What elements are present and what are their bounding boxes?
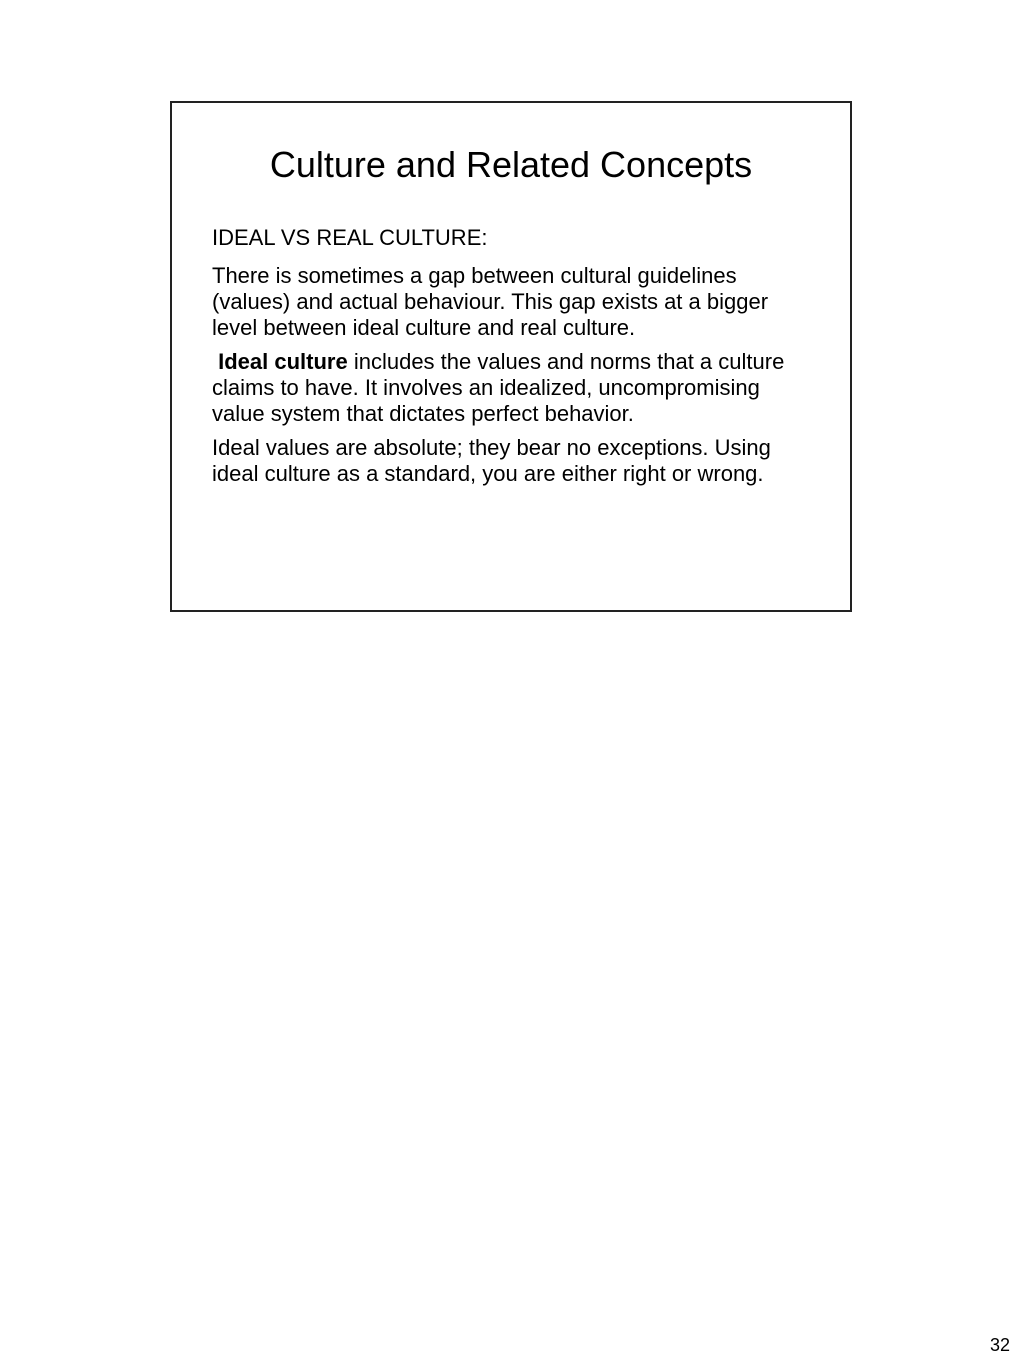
paragraph-ideal-values: Ideal values are absolute; they bear no exceptions. Using ideal culture as a standard, you are either right or wrong. xyxy=(212,435,771,486)
slide-subheading: IDEAL VS REAL CULTURE: xyxy=(212,225,488,250)
paragraph-gap-between-values: There is sometimes a gap between cultural guidelines (values) and actual behaviour. This gap exists at a bigger level between ideal culture and real culture. xyxy=(212,263,769,340)
ideal-culture-definition: includes the values and norms that a culture claims to have. It involves an idealized, uncompromising value system that dictates perfect behavior. xyxy=(212,349,785,426)
slide-frame xyxy=(170,101,852,612)
slide-body xyxy=(212,225,810,495)
paragraph-ideal-culture xyxy=(212,349,810,427)
ideal-culture-term: Ideal culture xyxy=(218,349,348,374)
slide-title: Culture and Related Concepts xyxy=(269,144,753,185)
page-number: 32 xyxy=(989,1335,1010,1355)
